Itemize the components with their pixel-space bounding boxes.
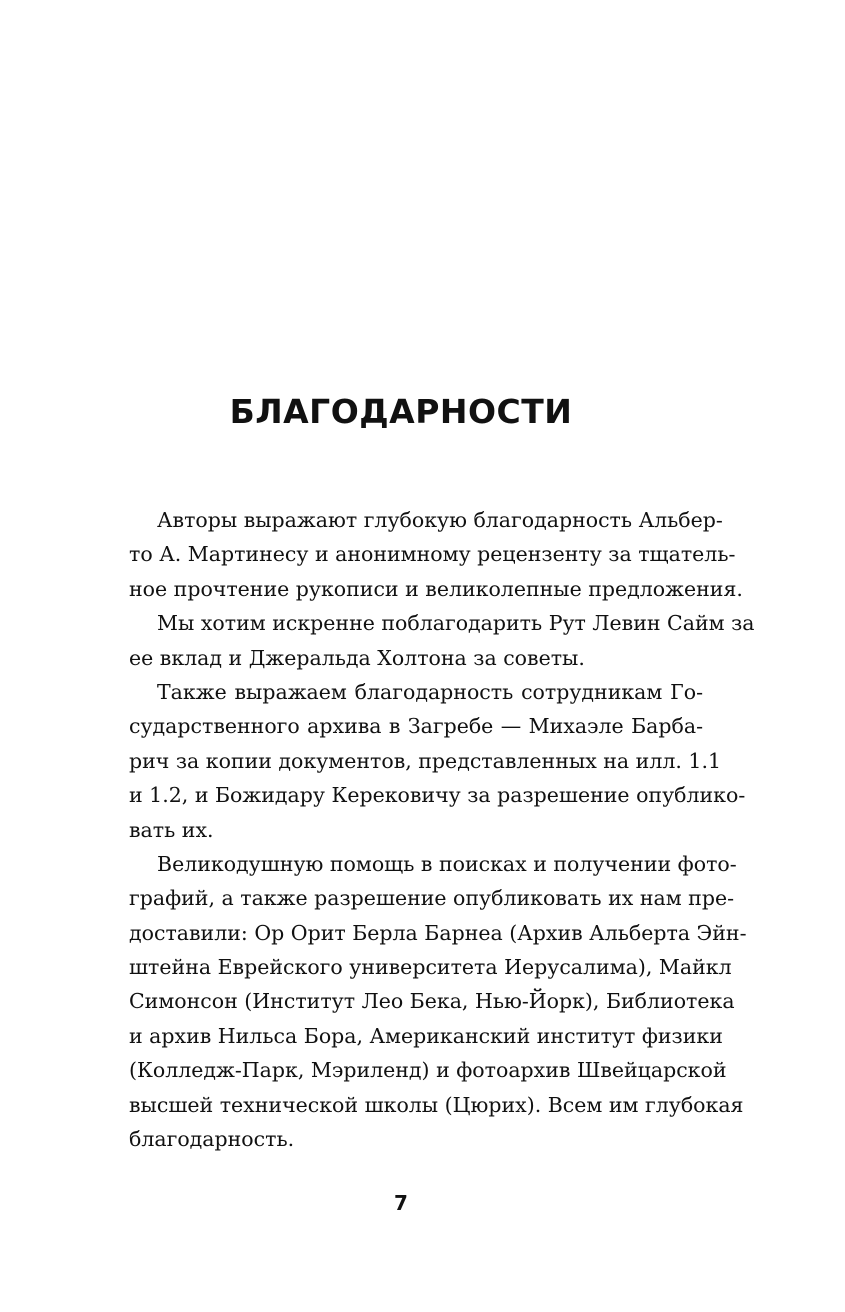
text-line: Симонсон (Институт Лео Бека, Нью-Йорк), Библиотека xyxy=(129,989,735,1014)
text-line: рич за копии документов, представленных на илл. 1.1 xyxy=(129,748,722,773)
acknowledgements-body xyxy=(101,503,755,1156)
text-line: и архив Нильса Бора, Американский институт физики xyxy=(129,1023,723,1048)
text-line: высшей технической школы (Цюрих). Всем им глубокая xyxy=(129,1092,744,1117)
text-line: Авторы выражают глубокую благодарность Альбер- xyxy=(157,508,723,532)
text-line: (Колледж-Парк, Мэриленд) и фотоархив Швейцарской xyxy=(129,1058,727,1083)
text-line: сударственного архива в Загребе — Михаэле Барба- xyxy=(129,714,703,739)
page-number: 7 xyxy=(394,1191,408,1215)
text-line: штейна Еврейского университета Иерусалима), Майкл xyxy=(129,955,732,980)
text-line: вать их. xyxy=(129,817,214,842)
text-line: Великодушную помощь в поисках и получении фото- xyxy=(157,851,737,876)
text-line: Также выражаем благодарность сотрудникам Го- xyxy=(157,679,703,704)
text-line: то А. Мартинесу и анонимному рецензенту за тщатель- xyxy=(129,542,736,567)
text-line: благодарность. xyxy=(129,1127,295,1152)
text-line: графий, а также разрешение опубликовать их нам пре- xyxy=(129,886,735,911)
text-line: ное прочтение рукописи и великолепные предложения. xyxy=(129,576,743,601)
text-line: ее вклад и Джеральда Холтона за советы. xyxy=(129,645,585,670)
paragraph-2 xyxy=(101,606,755,675)
text-line: и 1.2, и Божидару Керековичу за разрешение опублико- xyxy=(129,783,746,808)
page-title: БЛАГОДАРНОСТИ xyxy=(229,392,573,431)
paragraph-4 xyxy=(101,847,747,1157)
paragraph-1 xyxy=(101,503,743,606)
paragraph-3 xyxy=(101,675,746,847)
text-line: Мы хотим искренне поблагодарить Рут Левин Сайм за xyxy=(157,611,755,636)
text-line: доставили: Ор Орит Берла Барнеа (Архив Альберта Эйн- xyxy=(129,920,747,945)
